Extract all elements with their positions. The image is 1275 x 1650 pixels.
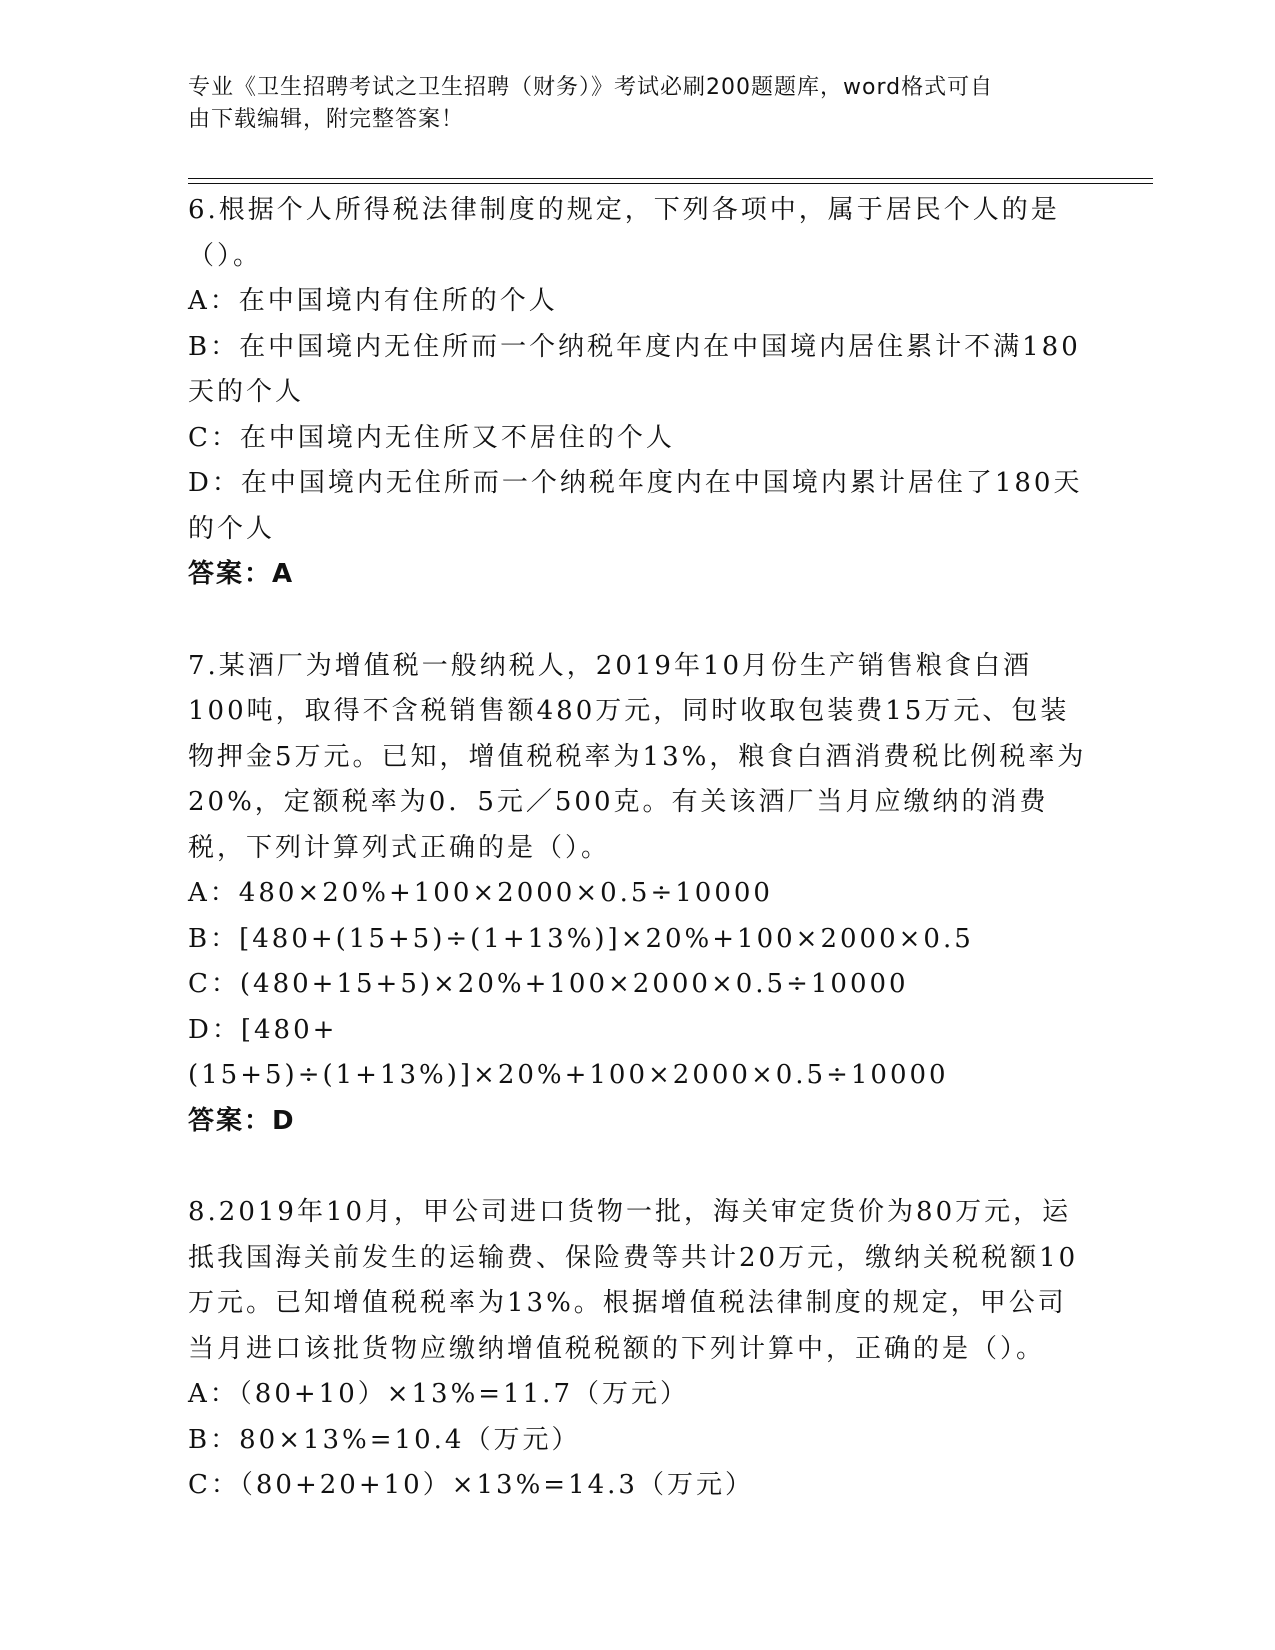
question-8 [188,1190,1088,1509]
question-spacer [188,598,1088,644]
header-rule-bottom [188,183,1153,184]
question-8-option-c: C：（80+20+10）×13%=14.3（万元） [188,1470,754,1500]
question-6-option-b: B：在中国境内无住所而一个纳税年度内在中国境内居住累计不满180天的个人 [188,331,1081,407]
question-spacer [188,1144,1088,1190]
question-7-option-a: A：480×20%+100×2000×0.5÷10000 [188,878,773,908]
question-7-option-c: C：(480+15+5)×20%+100×2000×0.5÷10000 [188,969,909,999]
question-list [188,188,1088,1509]
question-6-option-d: D：在中国境内无住所而一个纳税年度内在中国境内累计居住了180天的个人 [188,468,1083,544]
header-line-2: 由下载编辑，附完整答案！ [188,107,465,132]
question-6-option-a: A：在中国境内有住所的个人 [188,286,558,316]
document-header [188,72,1068,136]
question-6-answer: 答案：A [188,559,295,589]
question-7-answer: 答案：D [188,1105,296,1136]
question-7-stem: 7.某酒厂为增值税一般纳税人，2019年10月份生产销售粮食白酒100吨，取得不含税销售额480万元，同时收取包装费15万元、包装物押金5万元。已知，增值税税率为13%，粮食白酒消费税比例税率为20%，定额税率为0．5元／500克。有关该酒厂当月应缴纳的消费税，下列计算列式正确的是（）。 [188,650,1087,863]
question-6 [188,188,1088,598]
header-line-1: 专业《卫生招聘考试之卫生招聘（财务）》考试必刷200题题库，word格式可自 [188,75,994,100]
header-rule-top [188,178,1153,179]
question-6-stem: 6.根据个人所得税法律制度的规定，下列各项中，属于居民个人的是（）。 [188,195,1060,271]
question-8-option-a: A：（80+10）×13%=11.7（万元） [188,1379,689,1409]
question-7 [188,644,1088,1145]
question-6-option-c: C：在中国境内无住所又不居住的个人 [188,422,675,453]
question-7-option-b: B：[480+(15+5)÷(1+13%)]×20%+100×2000×0.5 [188,923,974,954]
question-7-option-d: D：[480+(15+5)÷(1+13%)]×20%+100×2000×0.5÷10000 [188,1014,949,1090]
question-8-option-b: B：80×13%=10.4（万元） [188,1424,581,1455]
question-8-stem: 8.2019年10月，甲公司进口货物一批，海关审定货价为80万元，运抵我国海关前发生的运输费、保险费等共计20万元，缴纳关税税额10万元。已知增值税税率为13%。根据增值税法律制度的规定，甲公司当月进口该批货物应缴纳增值税税额的下列计算中，正确的是（）。 [188,1197,1079,1364]
